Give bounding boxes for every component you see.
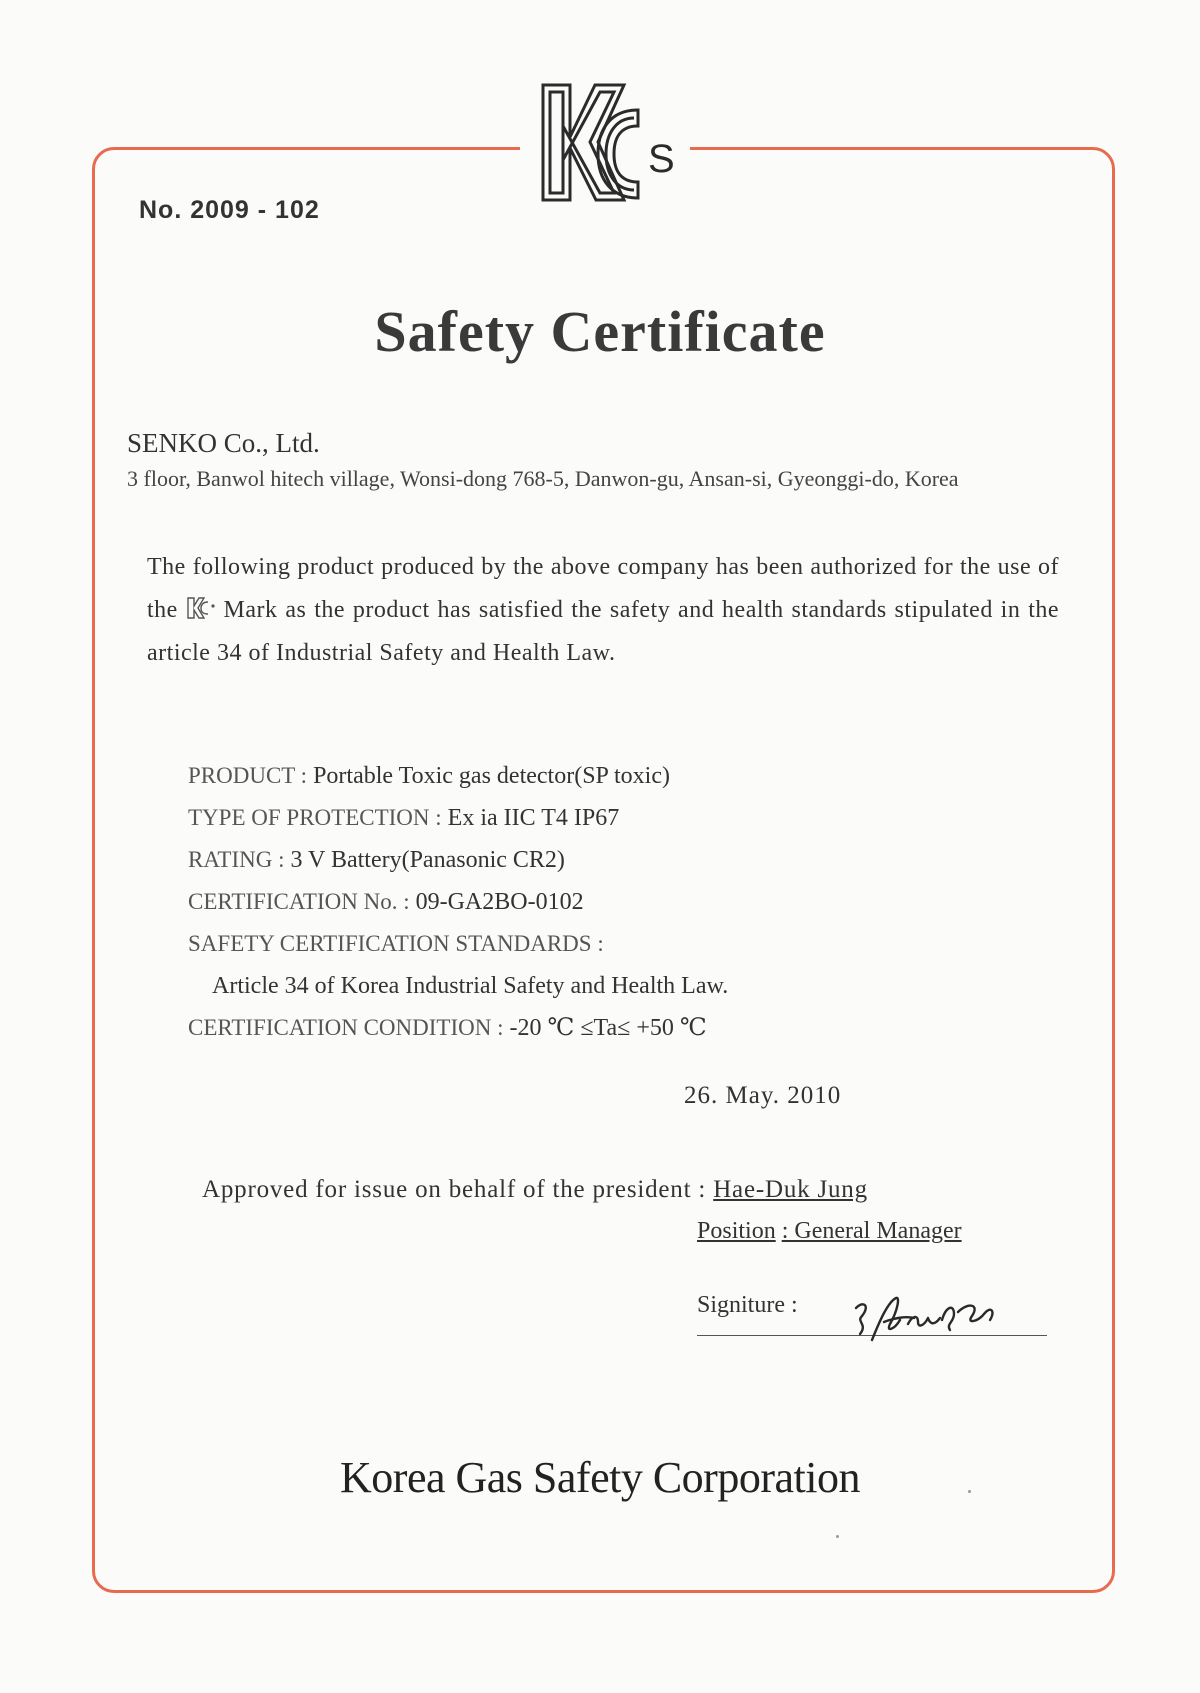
statement-part-1: The following product produced by the above company has been authorized for the use of the <box>147 554 1059 623</box>
spec-condition-label: CERTIFICATION CONDITION : <box>188 1015 504 1040</box>
spec-protection-label: TYPE OF PROTECTION : <box>188 805 442 830</box>
company-name: SENKO Co., Ltd. <box>127 428 320 458</box>
spec-standards <box>188 923 728 965</box>
issue-date: 26. May. 2010 <box>684 1082 842 1109</box>
spec-standards-label: SAFETY CERTIFICATION STANDARDS : <box>188 931 604 956</box>
approved-label: Approved for issue on behalf of the president : <box>202 1176 707 1203</box>
product-specifications <box>188 755 728 1049</box>
statement-part-2: Mark as the product has satisfied the safety and health standards stipulated in the article 34 of Industrial Safety and Health Law. <box>147 597 1060 666</box>
spec-condition <box>188 1007 728 1049</box>
position-label: Position <box>697 1218 776 1244</box>
certificate-title: Safety Certificate <box>374 299 826 364</box>
certification-statement <box>147 546 1059 675</box>
position-value: : General Manager <box>781 1218 962 1244</box>
spec-product-label: PRODUCT : <box>188 763 308 788</box>
speck <box>968 1490 971 1493</box>
company-address: 3 floor, Banwol hitech village, Wonsi-dong 768-5, Danwon-gu, Ansan-si, Gyeonggi-do, Korea <box>127 466 959 491</box>
speck <box>836 1535 839 1538</box>
signature-line <box>697 1292 798 1319</box>
kcs-mini-mark-icon <box>186 596 216 620</box>
kcs-mark-icon <box>540 82 680 227</box>
spec-certno-value: 09-GA2BO-0102 <box>415 889 584 915</box>
svg-text:S: S <box>648 137 675 181</box>
spec-rating-label: RATING : <box>188 847 285 872</box>
issuing-organization: Korea Gas Safety Corporation <box>340 1453 860 1502</box>
spec-protection-value: Ex ia IIC T4 IP67 <box>447 805 620 831</box>
spec-rating <box>188 839 728 881</box>
spec-certno-label: CERTIFICATION No. : <box>188 889 410 914</box>
spec-protection <box>188 797 728 839</box>
spec-rating-value: 3 V Battery(Panasonic CR2) <box>290 847 565 873</box>
approved-line <box>202 1176 868 1204</box>
certificate-number: No. 2009 - 102 <box>139 196 320 224</box>
spec-product-value: Portable Toxic gas detector(SP toxic) <box>313 763 670 789</box>
approver-name: Hae-Duk Jung <box>713 1176 868 1203</box>
spec-standards-value: Article 34 of Korea Industrial Safety and Health Law. <box>212 973 729 999</box>
spec-product <box>188 755 728 797</box>
spec-condition-value: -20 ℃ ≤Ta≤ +50 ℃ <box>509 1015 707 1041</box>
spec-certification-number <box>188 881 728 923</box>
signature-label: Signiture : <box>697 1292 798 1318</box>
handwritten-signature <box>850 1290 1020 1350</box>
position-line <box>697 1218 962 1245</box>
